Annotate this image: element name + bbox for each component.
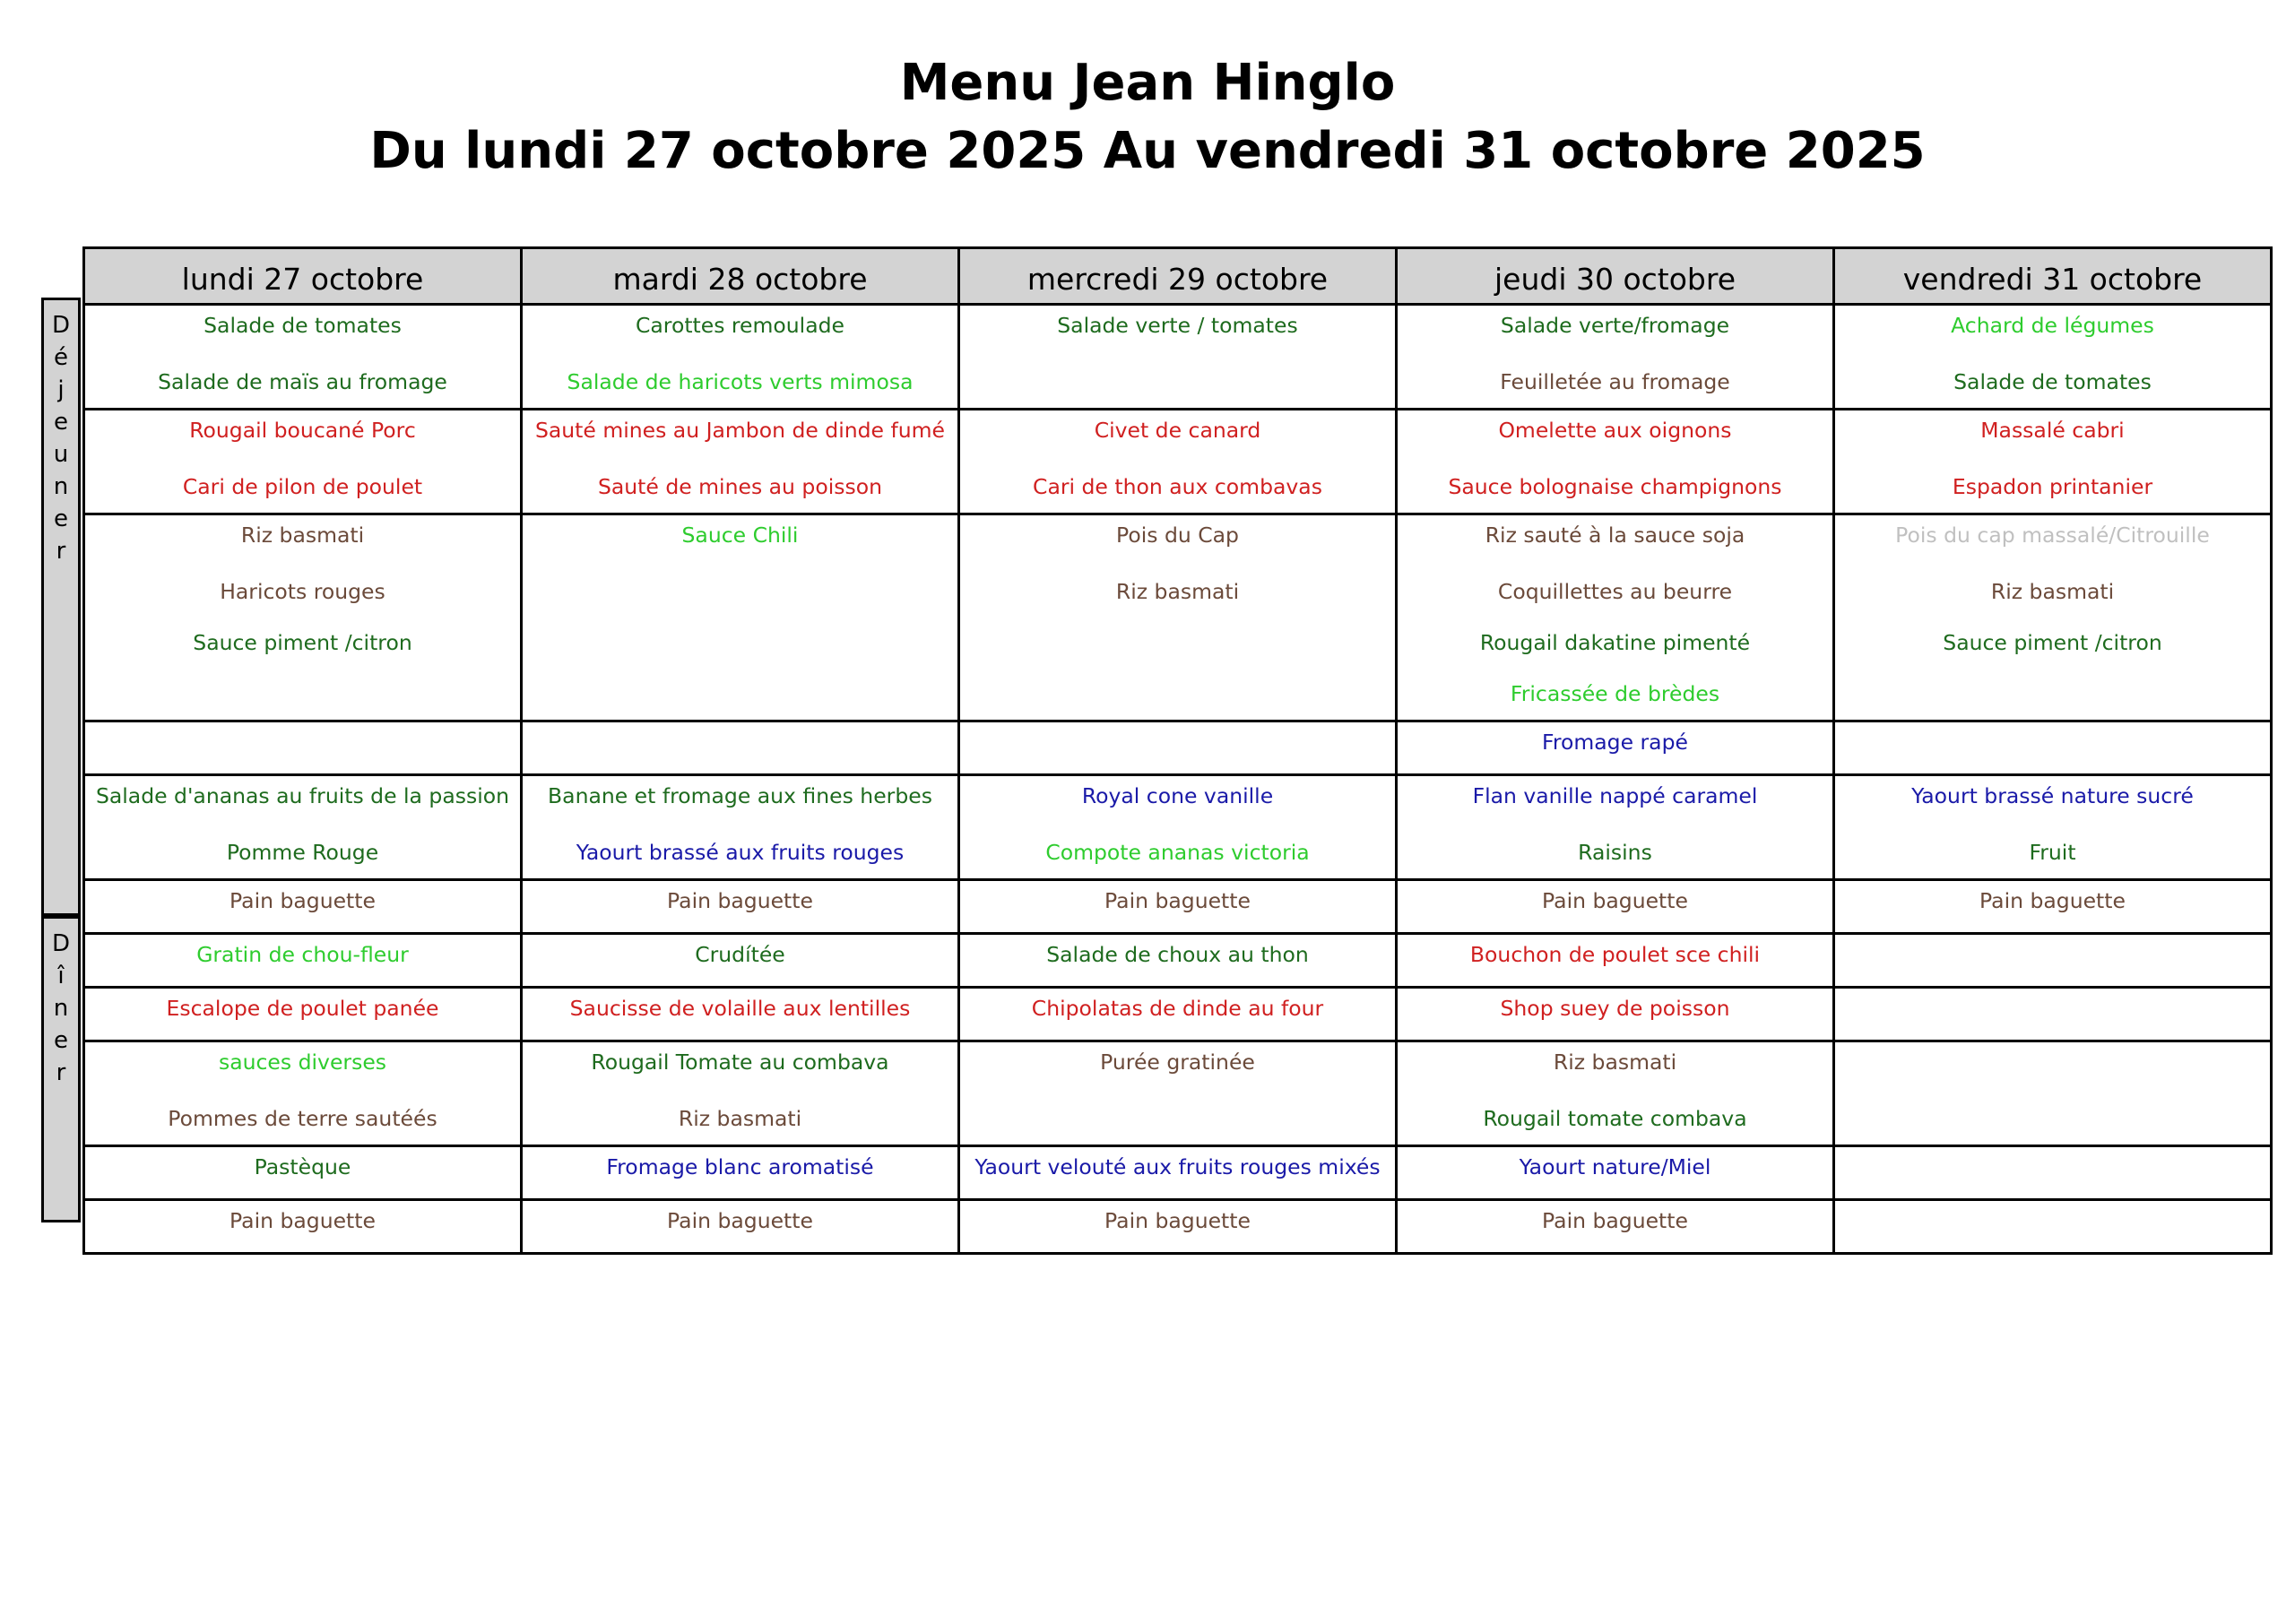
menu-item: Sauce piment /citron [193, 630, 412, 655]
menu-cell [1834, 410, 2272, 514]
menu-item: Yaourt brassé aux fruits rouges [576, 840, 905, 865]
menu-item: Riz basmati [1553, 1050, 1677, 1075]
menu-cell [1397, 305, 1834, 410]
menu-item: Carottes remoulade [635, 313, 844, 338]
day-header-row [84, 248, 2272, 305]
menu-cell [84, 988, 522, 1041]
menu-item: Massalé cabri [1980, 418, 2125, 443]
menu-item: Pain baguette [667, 888, 813, 913]
menu-item: Pommes de terre sautéés [168, 1106, 437, 1131]
menu-item: Sauce piment /citron [1943, 630, 2162, 655]
menu-item: Coquillettes au beurre [1497, 579, 1733, 604]
menu-cell [1834, 934, 2272, 988]
menu-item: Riz basmati [1115, 579, 1240, 604]
menu-cell [1834, 1146, 2272, 1200]
menu-row-dejeuner [84, 721, 2272, 775]
menu-cell [1834, 1041, 2272, 1146]
menu-row-dejeuner [84, 880, 2272, 934]
menu-item: Fricassée de brèdes [1510, 681, 1720, 706]
menu-row-diner [84, 1146, 2272, 1200]
menu-item: Fruit [2029, 840, 2076, 865]
menu-item: Rougail tomate combava [1483, 1106, 1747, 1131]
menu-item: Salade verte/fromage [1500, 313, 1730, 338]
day-header: mercredi 29 octobre [959, 248, 1397, 305]
menu-cell [84, 775, 522, 880]
menu-item: Bouchon de poulet sce chili [1469, 942, 1761, 967]
menu-row-diner [84, 988, 2272, 1041]
menu-item: Riz sauté à la sauce soja [1485, 523, 1745, 548]
menu-item: Escalope de poulet panée [166, 996, 439, 1021]
menu-item: Salade de maïs au fromage [158, 369, 447, 394]
menu-cell [84, 514, 522, 721]
menu-row-dejeuner [84, 410, 2272, 514]
menu-item: Fromage rapé [1542, 730, 1688, 755]
menu-cell [1397, 1146, 1834, 1200]
menu-cell [522, 721, 959, 775]
menu-item: Pain baguette [1979, 888, 2126, 913]
menu-cell [959, 988, 1397, 1041]
side-label-dejeuner [41, 298, 81, 916]
menu-cell [522, 1041, 959, 1146]
menu-cell [522, 305, 959, 410]
menu-item: Compote ananas victoria [1045, 840, 1310, 865]
side-label-diner [41, 916, 81, 1222]
menu-cell [522, 934, 959, 988]
menu-cell [84, 1200, 522, 1254]
menu-cell [959, 514, 1397, 721]
menu-cell [84, 934, 522, 988]
menu-item: Salade de haricots verts mimosa [567, 369, 914, 394]
menu-item: Royal cone vanille [1081, 783, 1274, 808]
menu-item: Omelette aux oignons [1498, 418, 1732, 443]
menu-item: Pain baguette [1104, 888, 1251, 913]
menu-cell [1834, 775, 2272, 880]
side-letter: î [57, 963, 65, 989]
menu-cell [1397, 775, 1834, 880]
menu-item: Gratin de chou-fleur [196, 942, 409, 967]
menu-item: Riz basmati [240, 523, 365, 548]
menu-cell [959, 305, 1397, 410]
side-letter: n [53, 473, 69, 500]
menu-cell [1834, 1200, 2272, 1254]
menu-item: Rougail dakatine pimenté [1479, 630, 1751, 655]
side-letter: u [53, 441, 69, 468]
menu-item: Pain baguette [667, 1208, 813, 1233]
menu-row-diner [84, 1200, 2272, 1254]
menu-cell [84, 721, 522, 775]
menu-item: Pain baguette [1104, 1208, 1251, 1233]
menu-item: Pomme Rouge [226, 840, 379, 865]
menu-item: Rougail Tomate au combava [591, 1050, 889, 1075]
menu-cell [84, 1041, 522, 1146]
menu-cell [959, 410, 1397, 514]
side-letter: e [54, 1027, 68, 1054]
menu-item: Chipolatas de dinde au four [1031, 996, 1324, 1021]
side-letter: r [56, 538, 66, 565]
menu-cell [959, 721, 1397, 775]
menu-item: Yaourt nature/Miel [1519, 1154, 1711, 1179]
menu-item: Flan vanille nappé caramel [1472, 783, 1758, 808]
menu-item: Pastèque [254, 1154, 351, 1179]
side-letter: é [54, 344, 68, 371]
day-header: mardi 28 octobre [522, 248, 959, 305]
menu-item: Achard de légumes [1951, 313, 2154, 338]
menu-cell [1397, 880, 1834, 934]
side-letter: D [51, 930, 71, 957]
menu-cell [959, 880, 1397, 934]
menu-cell [522, 514, 959, 721]
menu-cell [522, 1146, 959, 1200]
menu-item: Saucisse de volaille aux lentilles [569, 996, 911, 1021]
menu-item: Feuilletée au fromage [1500, 369, 1730, 394]
menu-cell [1834, 721, 2272, 775]
menu-item: Salade de tomates [1953, 369, 2152, 394]
menu-cell [522, 1200, 959, 1254]
side-letter: j [57, 376, 65, 403]
menu-cell [1834, 514, 2272, 721]
menu-cell [1834, 988, 2272, 1041]
menu-cell [959, 1146, 1397, 1200]
menu-cell [84, 1146, 522, 1200]
menu-item: Shop suey de poisson [1500, 996, 1730, 1021]
menu-row-dejeuner [84, 514, 2272, 721]
menu-item: Cari de pilon de poulet [182, 474, 423, 499]
menu-item: Rougail boucané Porc [189, 418, 416, 443]
menu-item: Raisins [1578, 840, 1652, 865]
menu-item: Espadon printanier [1952, 474, 2153, 499]
side-letter: e [54, 409, 68, 436]
menu-item: Cari de thon aux combavas [1033, 474, 1322, 499]
side-letter: e [54, 505, 68, 532]
side-letter: D [51, 312, 71, 339]
menu-cell [522, 410, 959, 514]
menu-body [84, 305, 2272, 1254]
day-header: jeudi 30 octobre [1397, 248, 1834, 305]
menu-item: Sauce Chili [681, 523, 799, 548]
menu-item: Riz basmati [1990, 579, 2115, 604]
side-letter: r [56, 1059, 66, 1086]
menu-item: Fromage blanc aromatisé [606, 1154, 874, 1179]
menu-table [82, 246, 2273, 1255]
menu-grid [82, 246, 2273, 1255]
day-header: lundi 27 octobre [84, 248, 522, 305]
menu-item: Sauté de mines au poisson [597, 474, 883, 499]
page-subtitle: Du lundi 27 octobre 2025 Au vendredi 31 octobre 2025 [369, 122, 1926, 180]
day-header: vendredi 31 octobre [1834, 248, 2272, 305]
menu-cell [959, 1200, 1397, 1254]
menu-cell [84, 880, 522, 934]
menu-item: Pain baguette [1542, 1208, 1688, 1233]
menu-item: Salade verte / tomates [1057, 313, 1298, 338]
menu-item: Salade d'ananas au fruits de la passion [95, 783, 510, 808]
menu-cell [959, 934, 1397, 988]
menu-cell [1397, 1041, 1834, 1146]
menu-row-dejeuner [84, 305, 2272, 410]
menu-row-diner [84, 934, 2272, 988]
menu-item: Civet de canard [1094, 418, 1261, 443]
menu-item: Pain baguette [230, 1208, 376, 1233]
menu-cell [1834, 880, 2272, 934]
menu-item: Yaourt velouté aux fruits rouges mixés [974, 1154, 1381, 1179]
menu-item: Sauté mines au Jambon de dinde fumé [534, 418, 946, 443]
menu-cell [522, 988, 959, 1041]
menu-cell [1397, 410, 1834, 514]
menu-row-dejeuner [84, 775, 2272, 880]
menu-cell [522, 880, 959, 934]
menu-item: Salade de tomates [204, 313, 402, 338]
menu-row-diner [84, 1041, 2272, 1146]
menu-cell [1397, 1200, 1834, 1254]
menu-item: Sauce bolognaise champignons [1448, 474, 1782, 499]
menu-item: Pain baguette [230, 888, 376, 913]
menu-cell [959, 1041, 1397, 1146]
menu-item: Riz basmati [678, 1106, 802, 1131]
side-letter: n [53, 995, 69, 1022]
menu-item: Yaourt brassé nature sucré [1911, 783, 2194, 808]
menu-cell [1397, 934, 1834, 988]
menu-cell [84, 410, 522, 514]
menu-cell [1397, 988, 1834, 1041]
menu-item: Purée gratinée [1100, 1050, 1255, 1075]
page-title: Menu Jean Hinglo [899, 54, 1396, 112]
menu-cell [1834, 305, 2272, 410]
menu-cell [1397, 514, 1834, 721]
menu-cell [84, 305, 522, 410]
menu-item: Pois du cap massalé/Citrouille [1895, 523, 2210, 548]
menu-item: Crudítée [695, 942, 785, 967]
menu-item: sauces diverses [218, 1050, 387, 1075]
menu-item: Haricots rouges [220, 579, 385, 604]
menu-item: Pois du Cap [1116, 523, 1239, 548]
menu-item: Pain baguette [1542, 888, 1688, 913]
menu-item: Banane et fromage aux fines herbes [548, 783, 932, 808]
menu-cell [1397, 721, 1834, 775]
menu-item: Salade de choux au thon [1046, 942, 1309, 967]
menu-cell [522, 775, 959, 880]
menu-cell [959, 775, 1397, 880]
